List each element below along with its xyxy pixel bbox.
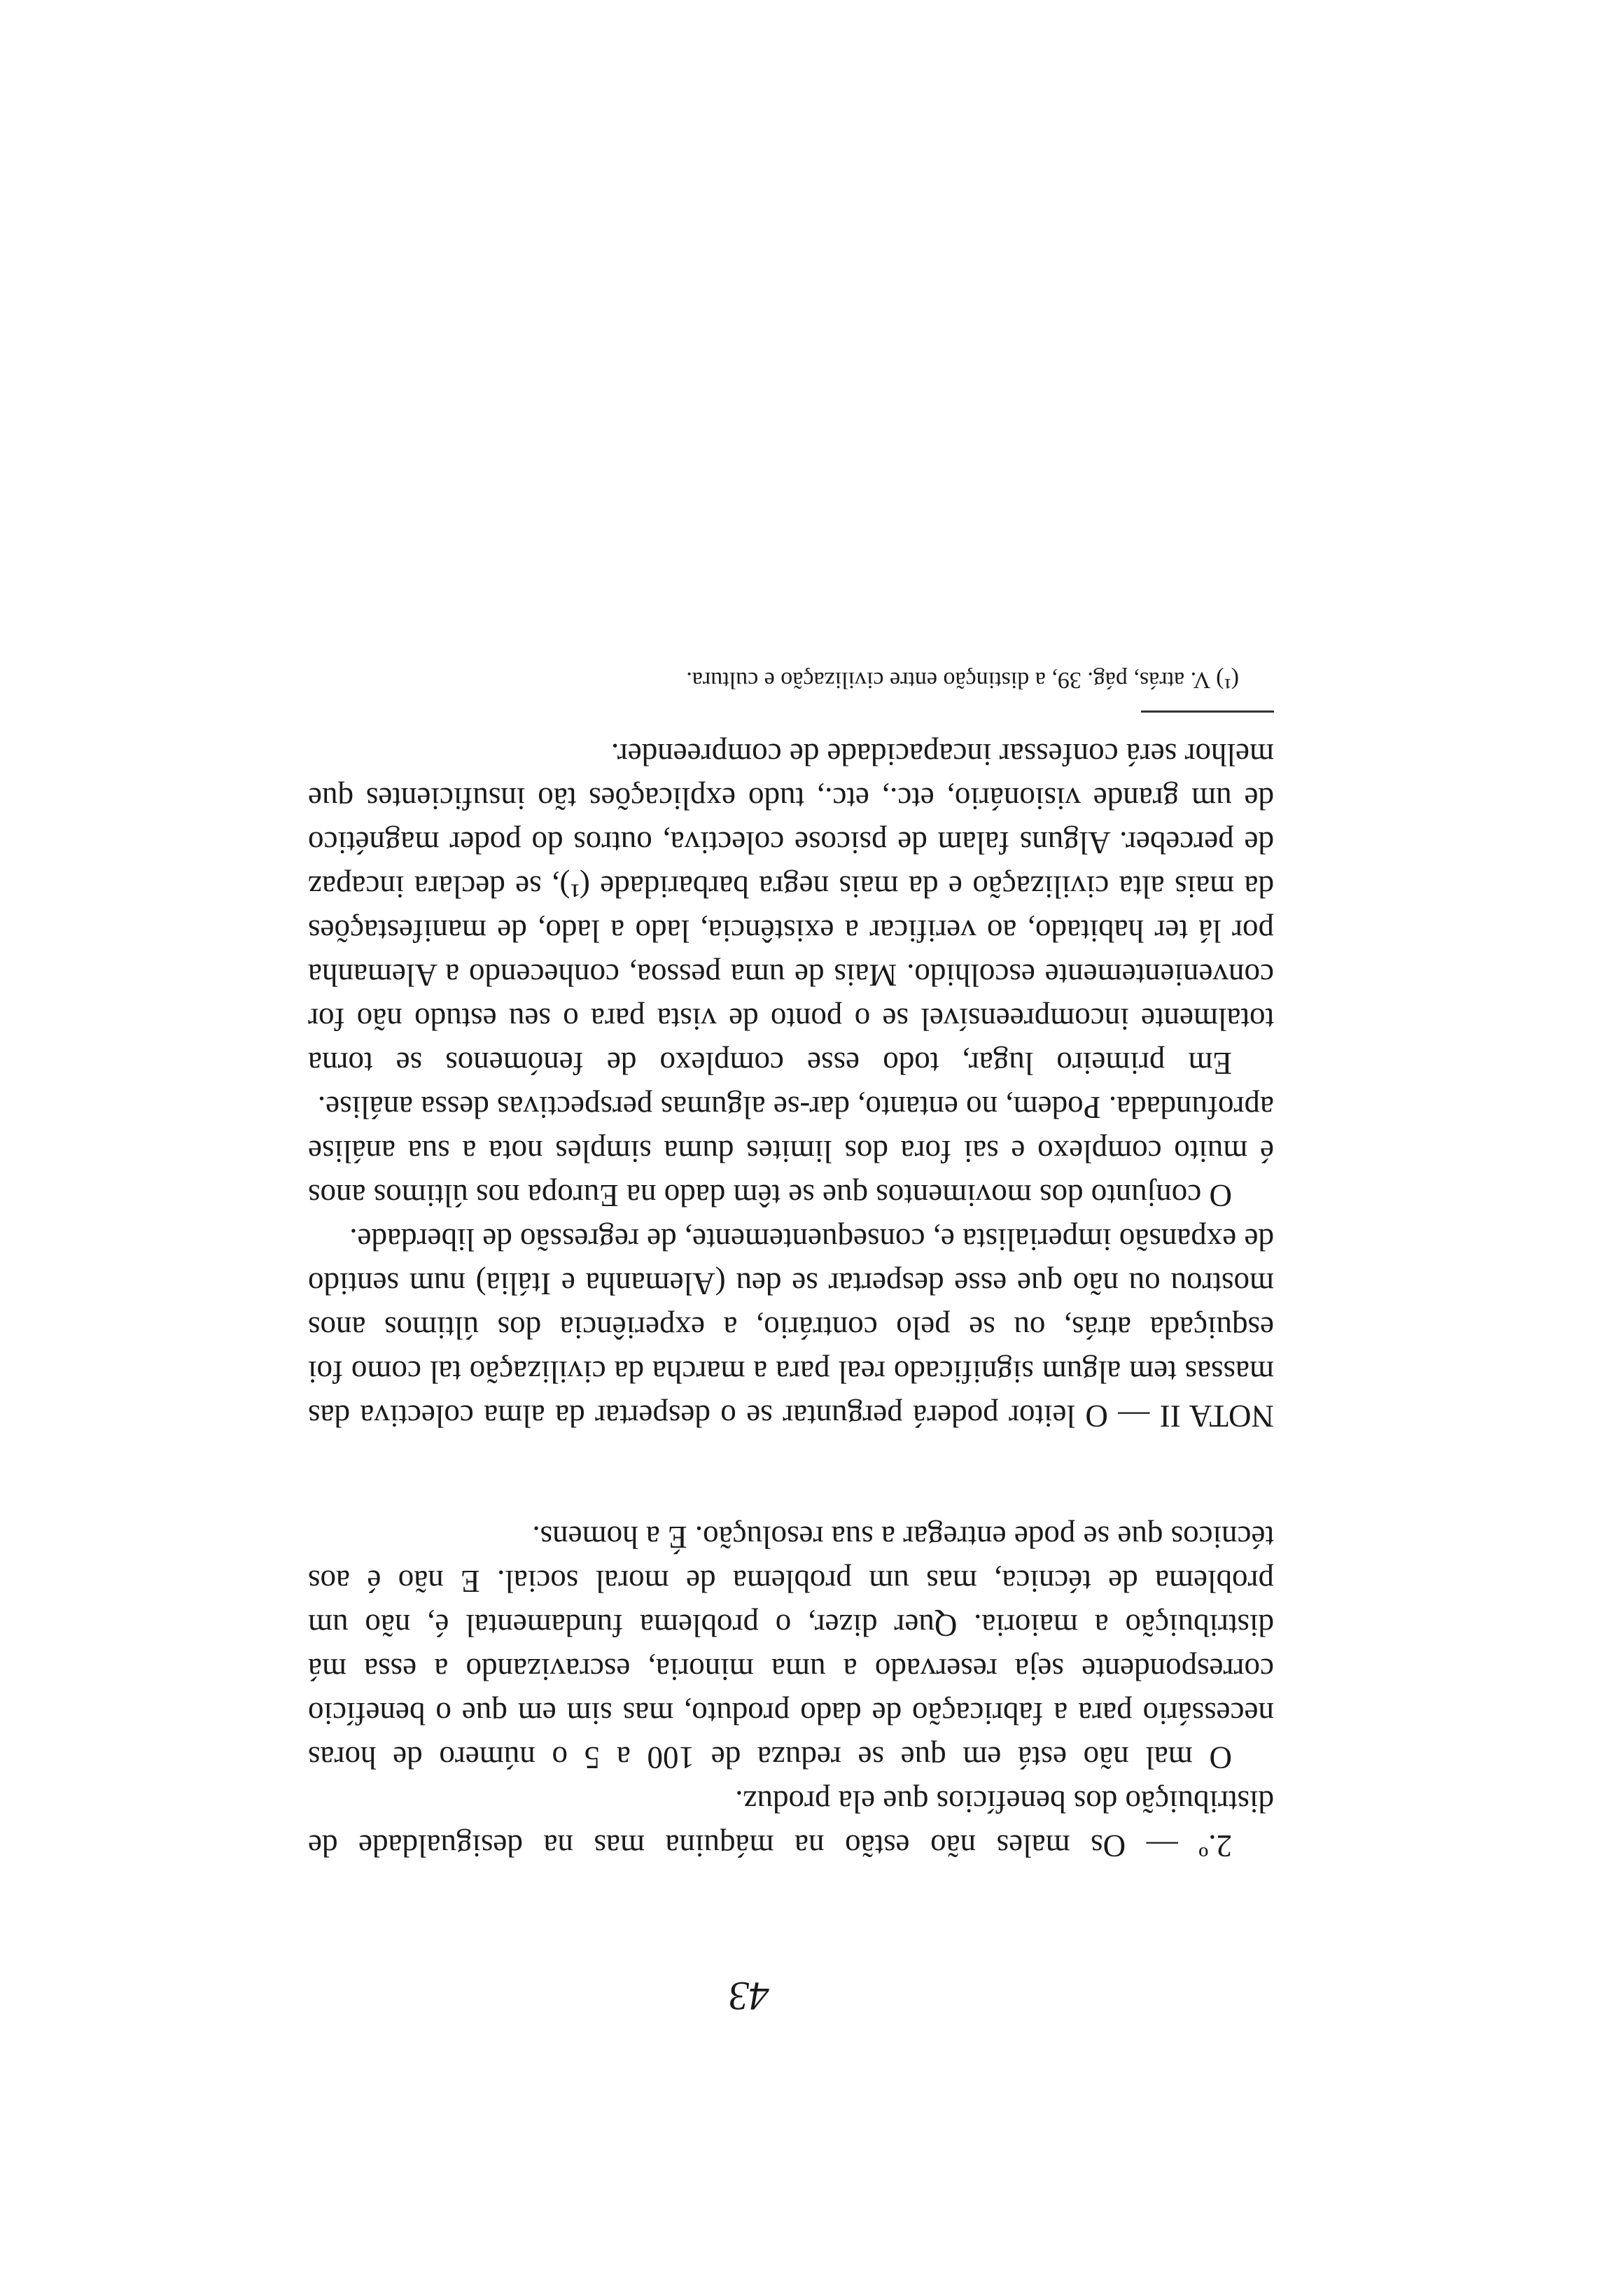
section-2-text: Os males não estão na máquina mas na desigualdade de distribuição dos benefícios que ela produz.	[307, 1784, 1274, 1863]
footnote: (¹) V. atrás, pág. 39, a distinção entre civilização e cultura.	[686, 667, 1239, 693]
paragraph-primeiro-lugar: Em primeiro lugar, todo esse complexo de fenómenos se torna totalmente incompreensível se o ponto de vista para o seu estudo não for convenientemente escolhido. Mais de uma pessoa, conhecendo a Alemanha por lá ter habitado, ao verificar a existência, lado a lado, de manifestações da mais alta civilização e da mais negra barbaridade (¹), se declara incapaz de perceber. Alguns falam de psicose colectiva, outros do poder magnético de um grande visionário, etc., etc., tudo explicações tão insuficientes que melhor será confessar incapacidade de compreender.	[308, 737, 1274, 1081]
section-2-heading: 2.º —	[1126, 1828, 1232, 1863]
section-2-paragraph	[308, 1779, 1274, 1868]
nota-ii-paragraph	[308, 1217, 1274, 1438]
paragraph-conjunto: O conjunto dos movimentos que se têm dado na Europa nos últimos anos é muito complexo e sai fora dos limites duma simples nota a sua análise aprofundada. Podem, no entanto, dar-se algumas perspectivas dessa análise.	[308, 1090, 1274, 1213]
page-number: 43	[729, 1973, 769, 2019]
section-gap	[308, 1438, 1274, 1515]
footnote-rule	[1141, 710, 1274, 713]
nota-ii-text: O leitor poderá perguntar se o despertar da alma colectiva das massas tem algum significado real para a marcha da civilização tal como foi esquiçada atrás, ou se pelo contrário, a experiência dos últimos anos mostrou ou não que esse despertar se deu (Alemanha e Itália) num sentido de expansão imperialista e, consequentemente, de regressão de liberdade.	[308, 1222, 1274, 1434]
nota-ii-heading: NOTA II —	[1107, 1399, 1274, 1434]
paragraph-mal: O mal não está em que se reduza de 100 a 5 o número de horas necessário para a fabricação de dado produto, mas sim em que o benefício correspondente seja reservado a uma minoria, escravizando a essa má distribuição a maioria. Quer dizer, o problema fundamental é, não um problema de técnica, mas um problema de moral social. E não é aos técnicos que se pode entregar a sua resolução. É a homens.	[308, 1520, 1274, 1775]
text-column	[308, 663, 1274, 2019]
